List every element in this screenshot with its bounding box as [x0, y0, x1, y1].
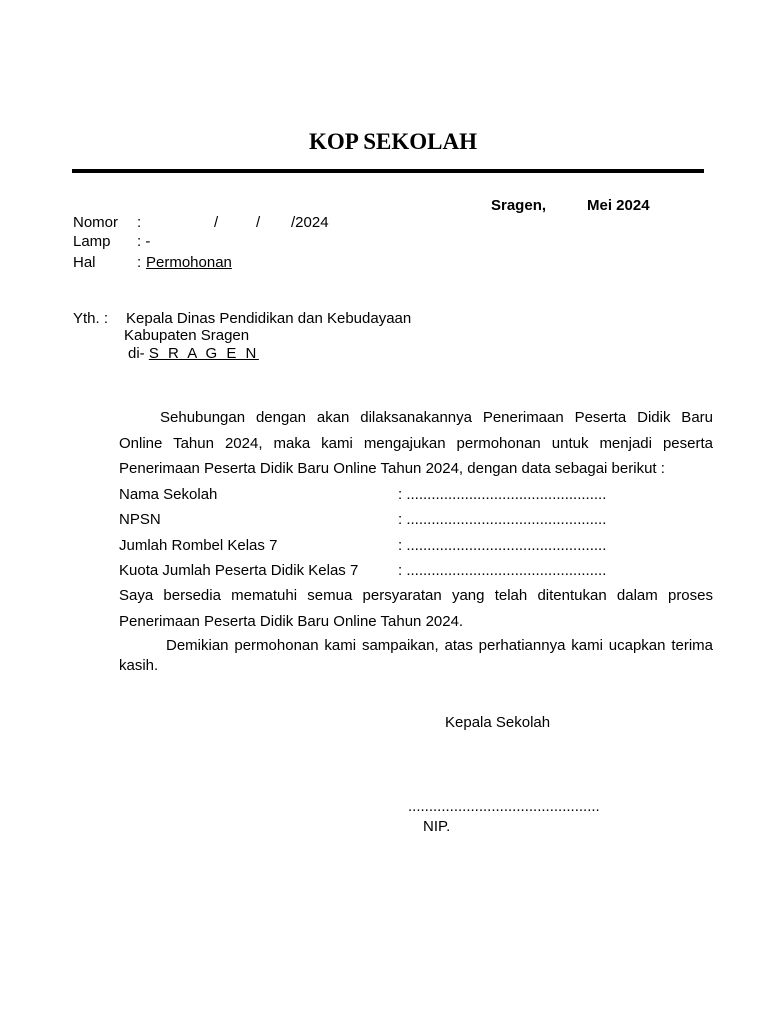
field-value-jumlah-rombel: : ................................................	[398, 537, 607, 554]
signature-name-line: ..............................................	[408, 798, 600, 815]
place-city: Sragen,	[491, 197, 547, 214]
field-value-nama-sekolah: : ................................................	[398, 486, 607, 503]
signature-title: Kepala Sekolah	[445, 714, 551, 731]
field-value-npsn: : ................................................	[398, 511, 607, 528]
field-value-kuota: : ................................................	[398, 562, 607, 579]
recipient-di-prefix: di-	[128, 345, 145, 362]
lamp-label: Lamp	[73, 233, 111, 250]
hal-colon: :	[137, 254, 142, 271]
body-statement-paragraph: Saya bersedia mematuhi semua persyaratan yang telah ditentukan dalam proses Penerimaan Peserta Didik Baru Online Tahun 2024.	[119, 587, 713, 630]
body-closing-paragraph: Demikian permohonan kami sampaikan, atas perhatiannya kami ucapkan terima kasih.	[119, 637, 713, 674]
body-intro-paragraph: Sehubungan dengan akan dilaksanakannya Penerimaan Peserta Didik Baru Online Tahun 2024, maka kami mengajukan permohonan untuk menjadi peserta Penerimaan Peserta Didik Baru Online Tahun 2024, dengan data sebagai berikut :	[119, 409, 713, 477]
nomor-colon: :	[137, 214, 142, 231]
recipient-line-3	[128, 345, 259, 363]
nomor-year: /2024	[291, 214, 329, 231]
lamp-value: : -	[137, 233, 151, 250]
field-label-jumlah-rombel: Jumlah Rombel Kelas 7	[119, 537, 278, 554]
recipient-line-1: Kepala Dinas Pendidikan dan Kebudayaan	[126, 310, 412, 327]
signature-nip: NIP.	[423, 818, 451, 835]
hal-value: Permohonan	[146, 254, 232, 271]
recipient-city: S R A G E N	[148, 345, 259, 362]
field-label-npsn: NPSN	[119, 511, 161, 528]
letterhead-title: KOP SEKOLAH	[308, 129, 478, 154]
date-month-year: Mei 2024	[587, 197, 650, 214]
hal-label: Hal	[73, 254, 96, 271]
recipient-line-2: Kabupaten Sragen	[124, 327, 250, 344]
field-label-nama-sekolah: Nama Sekolah	[119, 486, 218, 503]
nomor-label: Nomor	[73, 214, 119, 231]
letterhead-divider	[72, 169, 704, 173]
field-label-kuota: Kuota Jumlah Peserta Didik Kelas 7	[119, 562, 359, 579]
recipient-label: Yth. :	[73, 310, 109, 327]
nomor-slash-1: /	[214, 214, 219, 231]
nomor-slash-2: /	[256, 214, 261, 231]
